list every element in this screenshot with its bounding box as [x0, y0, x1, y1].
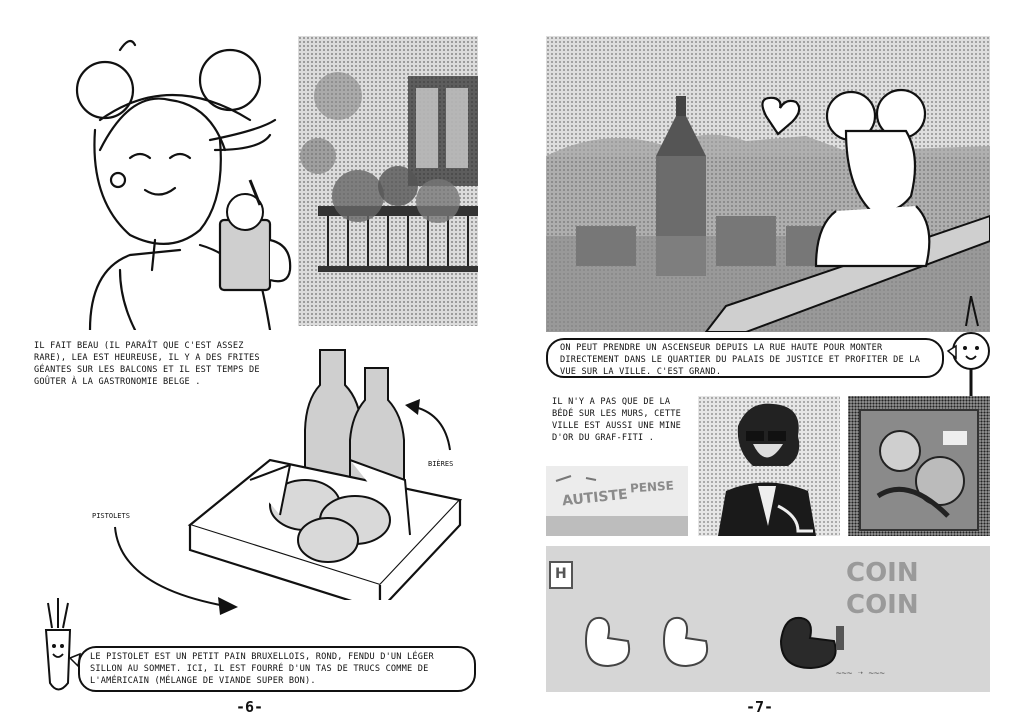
arrow-pistolets [110, 525, 250, 615]
wall-photo [546, 466, 688, 536]
radish-mascot [946, 296, 996, 396]
coin-coin-wall-photo [546, 546, 990, 692]
label-bieres: BIÈRES [428, 460, 454, 468]
city-view-svg [546, 36, 990, 332]
wall-tag-h: H [555, 566, 567, 582]
coin-coin-wall-svg [546, 546, 990, 692]
page-number-left: -6- [236, 698, 264, 716]
girl-drinking-illustration [60, 30, 310, 330]
balcony-photo-svg [298, 36, 478, 326]
elevator-bubble-text: ON PEUT PRENDRE UN ASCENSEUR DEPUIS LA RUE HAUTE POUR MONTER DIRECTEMENT DANS LE QUARTIER DU PALAIS DE JUSTICE ET PROFITER DE LA VUE SUR LA VILLE. C'EST GRAND. [560, 343, 921, 377]
wall-tag-coin-1: COIN [846, 558, 919, 588]
balcony-photo [298, 36, 478, 326]
graffiti-mural-photo [848, 396, 990, 536]
stencil-portrait-photo [698, 396, 840, 536]
label-pistolets: PISTOLETS [92, 512, 130, 520]
pistolet-bubble-text: LE PISTOLET EST UN PETIT PAIN BRUXELLOIS, ROND, FENDU D'UN LÉGER SILLON AU SOMMET. ICI, IL EST FOURRÉ D'UN TAS DE TRUCS COMME DE L'AMÉRICAIN (MÉLANGE DE VIANDE SUPER BON). [90, 652, 434, 686]
right-page [512, 0, 1024, 726]
page-number-right: -7- [746, 698, 774, 716]
graffiti-mural-svg [848, 396, 990, 536]
wall-tag-pense: PENSE [629, 478, 675, 496]
carrot-mascot [28, 598, 88, 698]
arrow-bieres [400, 395, 460, 455]
svg-text:~~~ ➝ ~~~: ~~~ ➝ ~~~ [836, 669, 885, 679]
graffiti-caption: IL N'Y A PAS QUE DE LA BÉDÉ SUR LES MURS, CETTE VILLE EST AUSSI UNE MINE D'OR DU GRAF-FITI . [552, 397, 681, 443]
stencil-portrait-svg [698, 396, 840, 536]
city-view-panel [546, 36, 990, 332]
elevator-speech-bubble [546, 338, 944, 378]
intro-caption: IL FAIT BEAU (IL PARAÎT QUE C'EST ASSEZ RARE), LEA EST HEUREUSE, IL Y A DES FRITES GÉANTES SUR LES BALCONS ET IL EST TEMPS DE GOÛTER À LA GASTRONOMIE BELGE . [34, 341, 260, 387]
wall-tag-autiste: AUTISTE [561, 486, 629, 510]
pistolet-speech-bubble [78, 646, 476, 692]
wall-tag-coin-2: COIN [846, 590, 919, 620]
